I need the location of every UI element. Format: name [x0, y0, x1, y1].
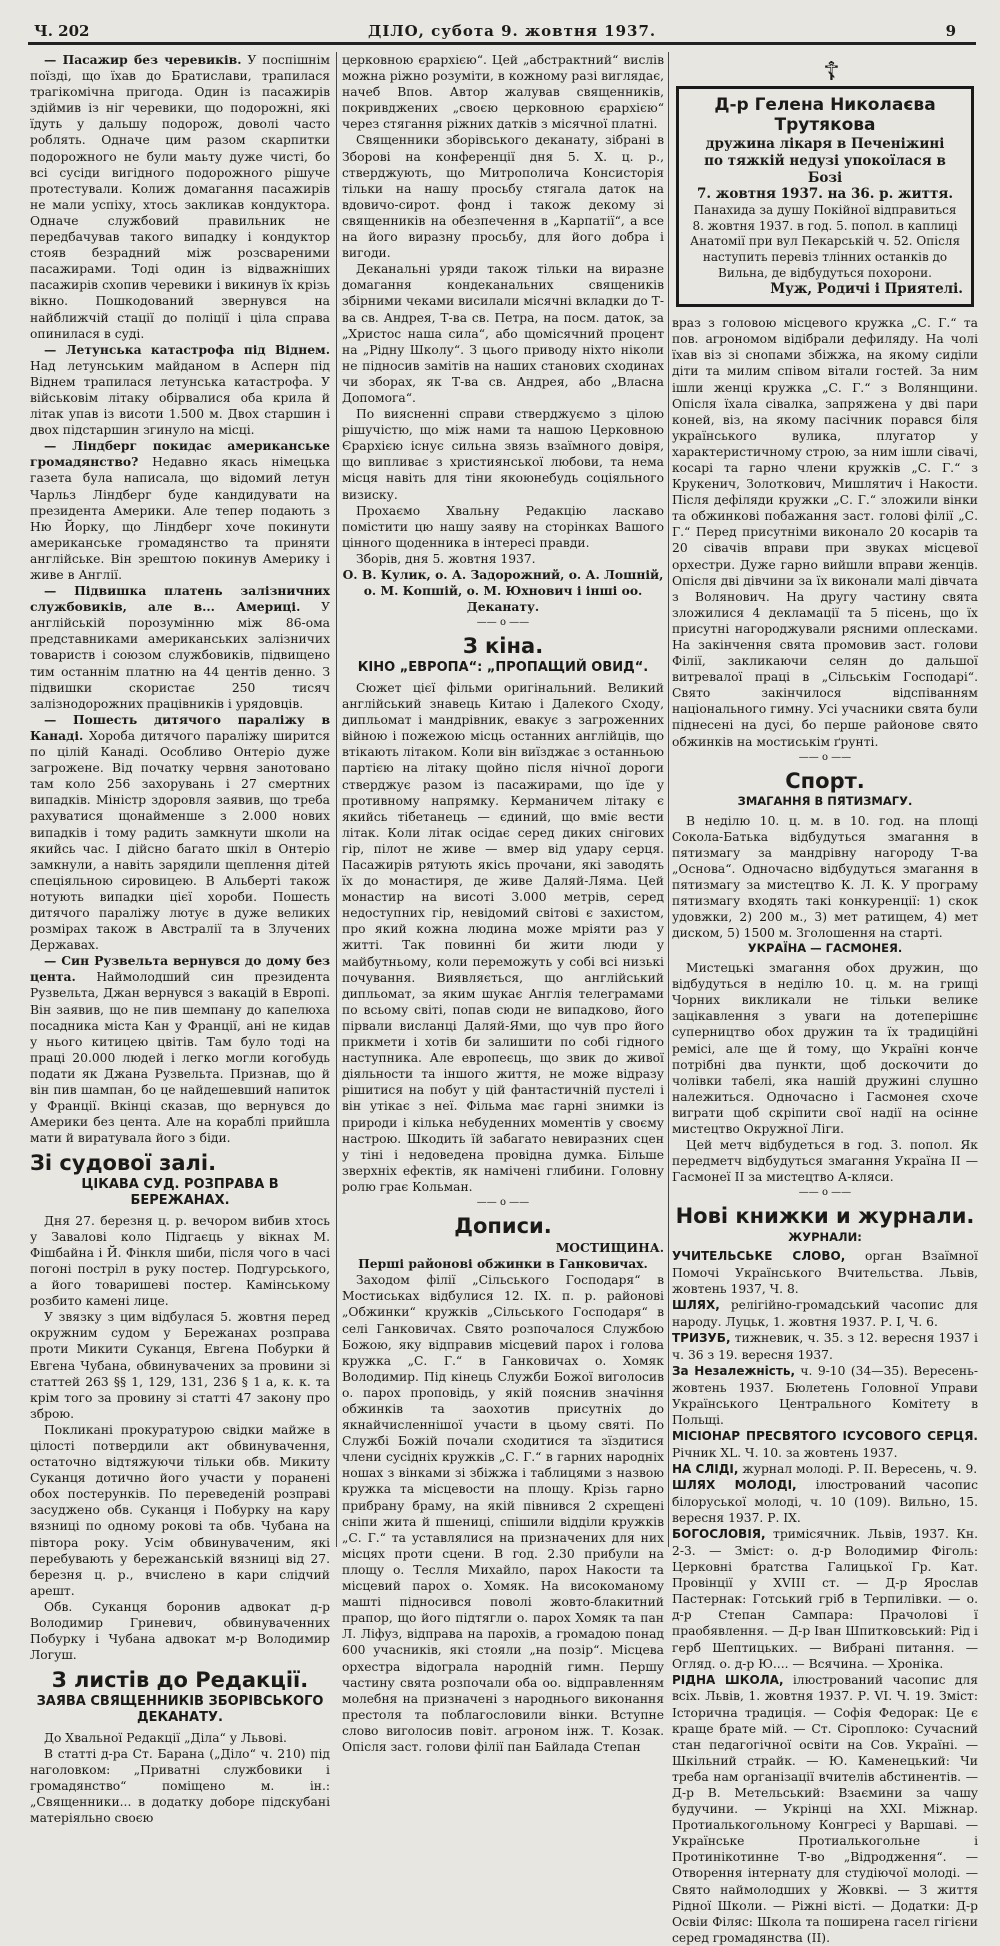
masthead: ДІЛО, субота 9. жовтня 1937. [368, 22, 657, 40]
section-ornament: —— o —— [798, 751, 852, 763]
letter-paragraph: Деканальні уряди також тільки на виразне домагання кондеканальних священиків збірними чеками висилали місячні вкладки до Т-ва св. Андрея, Т-ва св. Петра, на посм. даток, за „Христос наша сила“, або щомісячний процент на „Рідну Школу“. З цього приводу ніхто ніколи не підносив замітів на наших станових сходинах чи зборах, як Т-ва св. Андрея, або „Власна Допомога“. [342, 262, 664, 405]
news-lead: — Ліндберг покидає американське громадянство? [30, 438, 330, 470]
issue-number: Ч. 202 [34, 22, 90, 40]
dopysy-place: МОСТИЩИНА. [555, 1240, 664, 1256]
section-ornament: —— o —— [476, 1196, 530, 1208]
cinema-review: Сюжет цієї фільми оригінальний. Великий англійський знавець Китаю і Далекого Сходу, дипльомат і мандрівник, евакує з загроженних війною і пожежою місць останних англійців, що втікають літаком. Коли він виїзджає з останньою партією на літаку щойно після нічної дороги стверджує разом із пасажирами, що їде у противному напрямку. Керманичем літаку є якийсь тібетанець — єдиний, що вміє вести літак. Коли літак осідає серед диких снігових гір, пілот не живе — вмер від удару серця. Пасажирів рятують якісь прочани, які заводять їх до монастиря, де живе Даляй-Ляма. Цей монастир на висоті 3.000 метрів, серед недоступних гір, невідомий світові є захистом, про який кожна людина може мріяти раз у житті. Так повинні би жити люди у майбутньому, коли переможуть у собі всі низькі почування. Виявляється, що англійський дипльомат, за яким шукає Англія телеграмами по всьому світі, попав сюди не випадково, його пірвали висланці Даляй-Ями, що чув про його прикмети і хотів би залишити по собі гідного наступника. Але европеєць, що звик до живої діяльности та іншого життя, не може відразу рішитися на побут у цій фантастичній пустелі і він утікає з неї. Фільма має гарні знимки із природи і кілька небуденних моментів у своєму настрою. Шкодить їй забагато невиразних сцен у тіні і недоведена провідна думка. Більше зверхніх ефектів, як намічені глибини. Головну ролю грає Кольман. [342, 680, 664, 1194]
court-paragraph: Покликані прокуратурою свідки майже в цілості потвердили акт обвинувачення, остаточно відтяжуючи тільки обв. Микиту Суканця дотично його участи у поранені обох постерунків. По переведеній розправі засуджено обв. Суканця і Побурку на кару вязниці по одному рокові та обв. Чубана на півтора року. Усім обвинуваченим, які перебувають у бережанській вязниці від 27. березня ц. р., вчислено в кари слідчий арешт. [30, 1422, 330, 1598]
cinema-section-title: З кіна. [462, 634, 544, 659]
letter-paragraph: Священники зборівського деканату, зібрані в Зборові на конференції дня 5. Х. ц. р., стверджують, що Митрополича Консисторія тільки на нашу просьбу стягала даток на вдовичо-сирот. фонд і також декому зі священників на обезпечення в „Карпатії“, а все на його виразну просьбу, для його добра і вигоди. [342, 133, 664, 261]
sport-section-title: Спорт. [785, 768, 865, 793]
column-3 [672, 52, 978, 1945]
journal-title: БОГОСЛОВІЯ, [672, 1527, 766, 1542]
journal-entry [672, 1428, 978, 1461]
column-divider [336, 52, 337, 1547]
obituary-line: по тяжкій недузі упокоїлася в Бозі [704, 152, 946, 186]
sport-paragraph: В неділю 10. ц. м. в 10. год. на площі Сокола-Батька відбудуться змагання в пятизмагу за мандрівну нагороду Т-ва „Основа“. Одночасно відбудуться змагання в пятизмагу за мистецтво К. Л. К. У програму пятизмагу входять такі конкуренції: 1) скок удовжки, 2) 200 м., 3) мет ратищем, 4) мет диском, 5) 1500 м. Зголошення на старті. [672, 813, 978, 941]
journal-entry [672, 1461, 978, 1478]
journal-text: Річник XL. Ч. 10. за жовтень 1937. [672, 1445, 898, 1460]
dopysy-subtitle: Перші районові обжинки в Ганковичах. [358, 1256, 648, 1272]
dopysy-continuation: враз з головою місцевого кружка „С. Г.“ та пов. агрономом відібрали дефиляду. На чолі їхав віз зі снопами збіжжа, на якому сиділи діти та милим співом вітали гостей. За ним ішли женці кружка „С. Г.“ з Волянщини. Опісля їхала сівалка, запряжена у дві пари коней, віз, на якому пасічник порався біля українського вулика, плугатор у характеристичному строю, за ним ішли сівачі, косарі та гарно члени кружків „С. Г.“ з Крукенич, Золоткович, Мишлятич і Накости. Після дефіляди кружки „С. Г.“ зложили вінки та обжинкові побажання заст. голові філії „С. Г.“ Перед присутніми виконало 20 косарів та 20 сівачів вправи при звуках місцевої орхестри. Дуже гарно вийшли вправи женців. Опісля дві дівчини за їх виконали малі дівчата з Волянович. На другу частину свята зложилися 4 декламації та 5 пісень, що їх присутні нагороджували рясними оплесками. На закінчення свята промовив заст. голови Філії, закликаючи селян до дальшої витревалої праці в „Сільськім Господарі“. Свято закінчилося відспіванням національного гимну. Усі учасники свята були піднесені на дусі, бо перше районове свято обжинків на мостиськім ґрунті. [672, 316, 978, 749]
news-text: У поспішнім поїзді, що їхав до Братислави, трапилася трагікомічна пригода. Один із пасажирів здіймив із ніг черевики, що подорожні, які їдуть у дальшу подорож, доволі часто роблять. Одначе цим разом скарпитки подорожного не були маьту дуже чисті, бо всі сусіди вигідного подорожного рішуче протестували. Колиж домагання пасажирів не мали успіху, хтось закликав кондуктора. Одначе службовий правильник не передбачував такого випадку і кондуктор стояв безрадний між розсвареними пасажирами. Тоді один із відважніших пасажирів схопив черевики і викинув їх крізь вікно. Пошкодований звернувся на найближчій стації до поліції і ціла справа опинилася в суді. [30, 53, 330, 341]
journal-text: ілюстрований часопис для всіх. Львів, 1. жовтня 1937. Р. VI. Ч. 19. Зміст: Історична традиція. — Софія Федорак: Це є краще брате мій. — Ст. Сіроплоко: Сучасний стан педагогічної освіти на Сов. Україні. — Шкільний страйк. — Ю. Каменецький: Чи треба нам організації вчителів абстинентів. — Д-р В. Метельський: Взаємини за чашу будучини. — Укрінці на XXI. Міжнар. Протиалькогольному Конгресі у Варшаві. — Українське Протиалькогольне і Протинікотинне Т-во „Відродження“. — Отворення інтернату для студіючої молоді. — Свято наймолодших у Жовкві. — З життя Рідної Школи. — Ріжні вісті. — Додатки: Д-р Освіи Філяс: Школа та поширена гасел гігієни серед громадянства (II). [672, 1672, 978, 1945]
news-item [30, 342, 330, 439]
sport-paragraph: Мистецькі змагання обох дружин, що відбудуться в неділю 10. ц. м. на грищі Чорних викликали не тільки велике зацікавлення з уваги на дотеперішнє суперництво обох дружин та їх традиційні ремісі, але ще й тому, що Україні конче потрібні два пункти, щоб доскочити до чолівки табелі, яка нашій дружині слушно належиться. Одночасно і Гасмонея схоче виграти щоб скріпити свої надії на осінне мистецтво Окружної Ліги. [672, 961, 978, 1137]
court-section-title: Зі судової залі. [30, 1151, 217, 1176]
letter-paragraph: Прохаємо Хвальну Редакцію ласкаво помістити цю нашу заяву на сторінках Вашого цінного щоденника в інтересі правди. [342, 503, 664, 550]
journal-text: ілюстрований часопис білоруської молоді, ч. 10 (109). Вильно, 15. вересня 1937. Р. IX. [672, 1478, 978, 1526]
header-rule [28, 42, 976, 45]
books-section-title: Нові книжки и журнали. [675, 1204, 975, 1229]
obituary-signature: Муж, Родичі і Приятелі. [770, 281, 963, 298]
obituary-line: дружина лікаря в Печеніжині [705, 135, 945, 152]
news-item [30, 712, 330, 953]
news-lead: — Пасажир без черевиків. [44, 52, 242, 67]
journal-text: журнал молоді. Р. II. Вересень, ч. 9. [742, 1461, 978, 1476]
news-lead: — Летунська катастрофа під Віднем. [44, 341, 330, 357]
journal-text: ч. 9-10 (34—35). Вересень-жовтень 1937. Бюлетень Головної Управи Українського Центрального Комітету в Польщі. [672, 1363, 978, 1427]
obituary-box [676, 57, 974, 307]
journal-entry [672, 1297, 978, 1330]
page-number: 9 [945, 22, 956, 40]
section-ornament: —— o —— [798, 1187, 852, 1199]
journal-title: МІСІОНАР ПРЕСВЯТОГО ІСУСОВОГО СЕРЦЯ. [672, 1428, 978, 1443]
journal-entry [672, 1248, 978, 1297]
journal-entry [672, 1363, 978, 1428]
column-2 [342, 52, 664, 1754]
letter-signatures: О. В. Кулик, о. А. Задорожний, о. А. Лошній, о. М. Копшій, о. М. Юхнович і інші оо. Деканату. [342, 567, 664, 615]
journal-entry [672, 1672, 978, 1946]
journal-text: тримісячник. Львів, 1937. Кн. 2-3. — Зміст: о. д-р Володимир Фіголь: Церковні братства Галицької Гр. Кат. Провінції у XVIII ст. — Д-р Ярослав Пастернак: Готський гріб в Терпилівки. — о. д-р Степан Сампара: Прачолові ї праобявлення. — Д-р Іван Шпитковський: Рід і герб Шептицьких. — Вибрані питання. — Огляд. о. д-р Ю.... — Всячина. — Хроніка. [672, 1527, 978, 1671]
journal-title: УЧИТЕЛЬСЬКЕ СЛОВО, [672, 1249, 846, 1264]
news-text: Хороба дитячого параліжу ширится по цілій Канаді. Особливо Онтеріо дуже загрожене. Від початку червня занотовано там коло 256 захорувань і 27 смертних випадків. Міністр здоровля заявив, що треба рахуватися щонайменше з 2.000 нових випадків і тому радить замкнути школи на якийсь час. І дійсно багато шкіл в Онтеріо замкнули, а навіть зарядили щеплення дітей спеціяльною сировицею. В Альберті також нотують випадки цієї хороби. Пошесть дитячого параліжу лютує в дуже великих розмірах також в Австралії та в Злучених Державах. [30, 728, 330, 953]
journal-title: За Незалежність, [672, 1363, 796, 1378]
journal-entry [672, 1526, 978, 1671]
obituary-line: 7. жовтня 1937. на 36. р. життя. [696, 186, 954, 203]
letters-paragraph: До Хвальної Редакції „Діла“ у Львові. [44, 1730, 287, 1745]
news-item [30, 438, 330, 583]
letters-subtitle: ЗАЯВА СВЯЩЕННИКІВ ЗБОРІВСЬКОГО ДЕКАНАТУ. [36, 1694, 324, 1725]
news-text: Наймолодший син президента Рузвельта, Джан вернувся з вакацій в Европі. Він заявив, що не пив шемпану до капелюха посадника міста Кан у Франції, ані не кидав у нього китицею цвітів. Там було тоді на праці 20.000 людей і легко могли когобудь подати як Джана Рузвельта. Признав, що й він пив шампан, бо це найдешевший напиток у Франції. Вкінці сказав, що вернувся до Америки без цента. Але на кораблі прийшла мати й виратувала його з біди. [30, 970, 330, 1146]
dopysy-paragraph: Заходом філії „Сільського Господаря“ в Мостиськах відбулися 12. IX. п. р. районові „Обжинки“ кружків „Сільського Господаря“ в селі Ганковичах. Свято розпочалося Службою Божою, яку відправив місцевий парох і голова кружка „С. Г.“ в Ганковичах о. Хомяк Володимир. Під кінець Служби Божої виголосив о. парох проповідь, у якій пояснив значіння обжинків та заохотив присутніх до якнайчисленнішої участи в цьому святі. По Службі Божій почали сходитися та зїздитися члени сусідніх кружків „С. Г.“ в гарних народніх ношах з вінками зі збіжжа і таблицями з назвою кружка та місцевости на площу. Крізь гарно прибрану браму, на якій півнився 2 схрещені сніпи жита й пшениці, спішили відділи кружків „С. Г.“ та уставлялися на призначених для них місцях проти сцени. В год. 2.30 прибули на площу о. Теслля Михайло, парох Накости та місцевий парох о. Хомяк. На високоманому машті підносився поволі жовто-блакитний прапор, що його підтягли о. парох Хомяк та пан Л. Ліфуз, відправа на парохів, а громадою понад 600 учасників, які стояли „на позір“. Місцева орхестра відограла народній гимн. Першу частину свята розпочали оба оо. відправленням молебня на призначені з народнього виконання престоля та поблагословили вінки. Вступне слово виголосив повіт. агроном інж. Т. Козак. Опісля заст. голови філії пан Байлада Степан [342, 1273, 664, 1754]
court-paragraph: Дня 27. березня ц. р. вечором вибив хтось у Завалові коло Підгаєць у вікнах М. Фішбайна і Й. Фінкля шиби, після чого в часі погоні постріл в руку постер. Подгурського, а його товаришеві постер. Камінському розбито камені лице. [30, 1213, 330, 1309]
column-divider [668, 52, 669, 1547]
court-subtitle: ЦІКАВА СУД. РОЗПРАВА В БЕРЕЖАНАХ. [81, 1177, 279, 1209]
journal-entry [672, 1477, 978, 1526]
journal-title: ШЛЯХ МОЛОДІ, [672, 1478, 797, 1493]
sport-paragraph: Цей метч відбудеться в год. 3. попол. Як передметч відбудуться змагання Україна II — Гасмонеї II за мистецтво А-кляси. [672, 1138, 978, 1185]
books-subtitle: ЖУРНАЛИ: [788, 1229, 862, 1244]
sport-subtitle: ЗМАГАННЯ В ПЯТИЗМАГУ. [737, 793, 913, 808]
letters-paragraph: В статті д-ра Ст. Барана („Діло“ ч. 210) під наголовком: „Приватні службовики і громадянство“ поміщено м. ін.: „Священники... в додатку доборе підскубані матеріяльно своєю [30, 1746, 330, 1826]
obituary-details: Панахида за душу Покійної відправиться 8. жовтня 1937. в год. 5. попол. в каплиці Анатомії при вул Пекарській ч. 52. Опісля наступить перевіз тлінних останків до Вильна, де відбудуться похорони. [689, 203, 961, 280]
news-lead: — Пошесть дитячого параліжу в Канаді. [30, 711, 330, 743]
court-paragraph: У звязку з цим відбулася 5. жовтня перед окружним судом у Бережанах розправа проти Микити Суканця, Евгена Побурки й Евгена Чубана, обвинувачених за провини зі статтей 263 §§ 1, 129, 131, 236 § 1 а, к. к. та крім того за провину зі статті 47 закону про зброю. [30, 1310, 330, 1421]
orthodox-cross-icon: ☦ [823, 57, 840, 87]
news-item [30, 52, 330, 342]
news-lead: — Син Рузвельта вернувся до дому без цента. [30, 953, 330, 985]
journal-text: орган Взаїмної Помочі Українського Вчительства. Львів, жовтень 1937, Ч. 8. [672, 1249, 978, 1297]
sport-subtitle: УКРАЇНА — ГАСМОНЕЯ. [747, 941, 903, 956]
news-lead: — Підвишка платень залізничних службовиків, але в... Америці. [30, 583, 330, 615]
news-item [30, 953, 330, 1146]
letters-section-title: З листів до Редакції. [51, 1668, 309, 1693]
news-text: Над летунським майданом в Асперн під Віднем трапилася летунська катастрофа. У військовім літаку обірвалися оба крила й літак упав із висоти 1.500 м. Двох старшин і двох підстаршин згинуло на місці. [30, 358, 330, 438]
obituary-name: Д-р Гелена Николаєва Трутякова [714, 95, 936, 136]
journal-title: ШЛЯХ, [672, 1298, 720, 1313]
dopysy-section-title: Дописи. [454, 1213, 552, 1238]
news-item [30, 583, 330, 712]
letter-paragraph: По виясненні справи стверджуємо з цілою рішучістю, що між нами та нашою Церковною Єрархією існує сильна звязь взаїмного довіря, що випливає з християнської любови, та нема місця навіть для тіни якоюнебудь соціяльного визиску. [342, 407, 664, 502]
letter-paragraph: церковною єрархією“. Цей „абстрактний“ вислів можна ріжно розуміти, в кожному разі виглядає, начеб Впов. Автор жалував священників, покривджених „своєю церковною єрархією“ через стягання ріжних датків з місячної платні. [342, 53, 664, 132]
journal-title: НА СЛІДІ, [672, 1461, 739, 1476]
journal-entry [672, 1330, 978, 1363]
journal-text: тижневик, ч. 35. з 12. вересня 1937 і ч. 36 з 19. вересня 1937. [672, 1331, 978, 1362]
section-ornament: —— o —— [476, 617, 530, 629]
journal-title: РІДНА ШКОЛА, [672, 1672, 784, 1687]
court-paragraph: Обв. Суканця боронив адвокат д-р Володимир Гриневич, обвинуваченних Побурку і Чубана адвокат м-р Володимир Логуш. [30, 1599, 330, 1663]
journal-text: релігійно-громадський часопис для народу. Луцьк, 1. жовтня 1937. Р. І, Ч. 6. [672, 1298, 978, 1329]
page-header [28, 18, 976, 44]
journal-title: ТРИЗУБ, [672, 1331, 731, 1346]
cinema-subtitle: КІНО „ЕВРОПА“: „ПРОПАЩИЙ ОВИД“. [357, 660, 649, 676]
column-1 [30, 52, 330, 1826]
letter-date: Зборів, дня 5. жовтня 1937. [356, 551, 536, 566]
news-text: Недавно якась німецька газета була написала, що відомий летун Чарльз Ліндберг буде кандидувати на президента Америки. Але тепер подають з Ню Йорку, що Ліндберг хоче покинути американське громадянство та приняти англійське. Він зрештою покинув Америку і живе в Англії. [30, 455, 330, 582]
news-text: У англійській порозумінню між 86-ома представниками американських залізничих товариств і союзом службовиків, підвищено тим останнім платню на 44 центів денно. З підвишки скористає 250 тисяч залізнодорожних працівників і урядовців. [30, 600, 330, 711]
